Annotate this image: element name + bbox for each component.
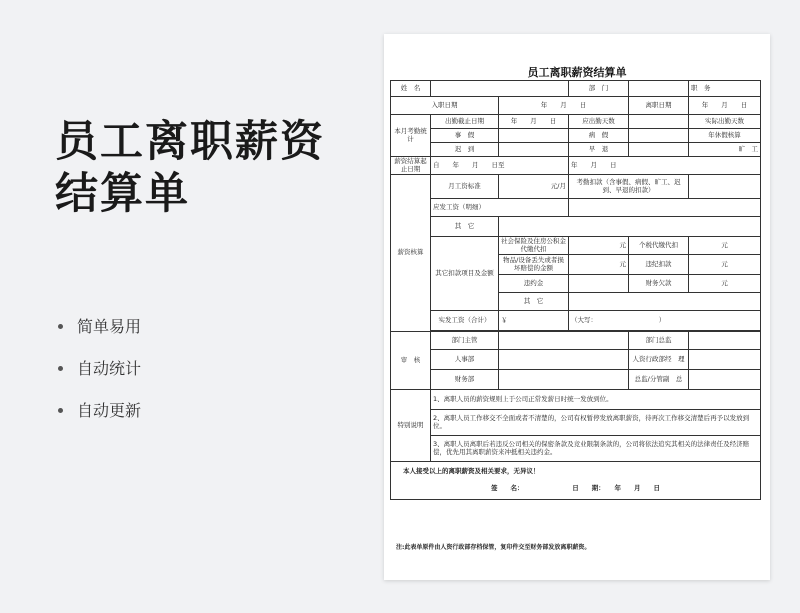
- other-field[interactable]: [499, 217, 761, 237]
- notes-group-label: 特别说明: [391, 390, 431, 462]
- form-sheet: [384, 34, 770, 580]
- other-label: 其 它: [431, 217, 499, 237]
- bullet-icon: [58, 366, 63, 371]
- settlement-table: [390, 80, 761, 500]
- penalty-field[interactable]: [569, 275, 629, 293]
- sick-leave-label: 病 假: [569, 129, 629, 143]
- social-label: 社会保险及住房公积金代缴代扣: [499, 237, 569, 255]
- footnote: 注:此表单原件由人资行政部存档保管，复印件交至财务部发放离职薪资。: [396, 544, 591, 551]
- discipline-label: 违纪扣款: [629, 255, 689, 275]
- payable-label: 应发工资（明细）: [431, 199, 569, 217]
- note-2: 2、离职人员工作移交不全面或者不清楚的，公司有权暂停发放离职薪资，待再次工作移交清楚后再予以发放到位。: [431, 410, 761, 436]
- feature-item: 自动更新: [58, 402, 141, 444]
- sign-line[interactable]: 签 名： 日 期： 年 月 日: [491, 483, 660, 492]
- sick-leave-field[interactable]: [629, 129, 689, 143]
- note-3: 3、离职人员离职后若违反公司相关的保密条款及竞业限制条款的，公司将依法追究其相关的法律责任及经济赔偿，优先用其离职薪资来冲抵相关违约金。: [431, 436, 761, 462]
- join-date-field[interactable]: 年 月 日: [499, 97, 629, 115]
- leave-date-field[interactable]: 年 月 日: [689, 97, 761, 115]
- other-deduct-label: 其它扣款项目及金额: [431, 237, 499, 311]
- late-label: 迟 到: [431, 143, 499, 157]
- leave-date-label: 离职日期: [629, 97, 689, 115]
- bullet-icon: [58, 324, 63, 329]
- personal-leave-field[interactable]: [499, 129, 569, 143]
- other-deduct-other-label: 其 它: [499, 293, 569, 311]
- penalty-label: 违约金: [499, 275, 569, 293]
- form-title: 员工离职薪资结算单: [527, 66, 627, 79]
- damage-label: 物品/设备丢失或者损坏赔偿的金额: [499, 255, 569, 275]
- feature-item: 自动统计: [58, 360, 141, 402]
- should-days-label: 应出勤天数: [569, 115, 629, 129]
- actual-pay-daxie[interactable]: （大写： ）: [569, 311, 761, 331]
- early-field[interactable]: [629, 143, 689, 157]
- tax-field[interactable]: 元: [689, 237, 761, 255]
- gm-field[interactable]: [689, 370, 761, 390]
- audit-group-label: 审 核: [391, 332, 431, 390]
- position-label: 职 务: [689, 81, 761, 97]
- payable-field[interactable]: [569, 199, 761, 217]
- actual-pay-label: 实发工资（合计）: [431, 311, 499, 331]
- debt-label: 财务欠款: [629, 275, 689, 293]
- name-field[interactable]: [431, 81, 569, 97]
- page-title: 员工离职薪资结算单: [55, 117, 325, 219]
- actual-days-label: 实际出勤天数: [689, 115, 761, 129]
- acceptance-block: [391, 462, 761, 500]
- attend-cutoff-field[interactable]: 年 月 日: [499, 115, 569, 129]
- other-deduct-other-field[interactable]: [569, 293, 761, 311]
- settle-period-label: 薪资结算起止日期: [391, 157, 431, 175]
- note-1: 1、离职人员的薪资规则上于公司正常发薪日时统一发放到位。: [431, 390, 761, 410]
- accept-statement: 本人接受以上的离职薪资及相关要求，无异议！: [403, 467, 540, 475]
- early-label: 早 退: [569, 143, 629, 157]
- finance-label: 财务部: [431, 370, 499, 390]
- late-field[interactable]: [499, 143, 569, 157]
- period-from-field[interactable]: 自 年 月 日至: [431, 157, 569, 175]
- should-days-field[interactable]: [629, 115, 689, 129]
- social-field[interactable]: 元: [569, 237, 629, 255]
- attend-deduct-field[interactable]: [689, 175, 761, 199]
- month-salary-label: 月工资标准: [431, 175, 499, 199]
- dept-label: 部 门: [569, 81, 629, 97]
- hr-manager-label: 人资行政部经 理: [629, 350, 689, 370]
- attend-cutoff-label: 出勤截止日期: [431, 115, 499, 129]
- absent-label: 旷 工: [689, 143, 761, 157]
- attendance-group-label: 本月考勤统计: [391, 115, 431, 157]
- dept-head-field[interactable]: [499, 332, 629, 350]
- month-salary-field[interactable]: 元/月: [499, 175, 569, 199]
- finance-field[interactable]: [499, 370, 629, 390]
- join-date-label: 入职日期: [391, 97, 499, 115]
- period-to-field[interactable]: 年 月 日: [569, 157, 761, 175]
- hr-manager-field[interactable]: [689, 350, 761, 370]
- annual-days-label: 年休假核算: [689, 129, 761, 143]
- hr-field[interactable]: [499, 350, 629, 370]
- personal-leave-label: 事 假: [431, 129, 499, 143]
- tax-label: 个税代缴代扣: [629, 237, 689, 255]
- name-label: 姓 名: [391, 81, 431, 97]
- discipline-field[interactable]: 元: [689, 255, 761, 275]
- feature-item: 简单易用: [58, 318, 141, 360]
- feature-list: [58, 318, 141, 444]
- dept-chief-field[interactable]: [689, 332, 761, 350]
- dept-head-label: 部门主管: [431, 332, 499, 350]
- bullet-icon: [58, 408, 63, 413]
- salary-group-label: 薪资核算: [391, 175, 431, 332]
- debt-field[interactable]: 元: [689, 275, 761, 293]
- actual-pay-field[interactable]: ￥: [499, 311, 569, 331]
- damage-field[interactable]: 元: [569, 255, 629, 275]
- dept-field[interactable]: [629, 81, 689, 97]
- gm-label: 总监/分管副 总: [629, 370, 689, 390]
- dept-chief-label: 部门总监: [629, 332, 689, 350]
- hr-label: 人事部: [431, 350, 499, 370]
- attend-deduct-label: 考勤扣款（含事假、病假、旷工、迟到、早退的扣款）: [569, 175, 689, 199]
